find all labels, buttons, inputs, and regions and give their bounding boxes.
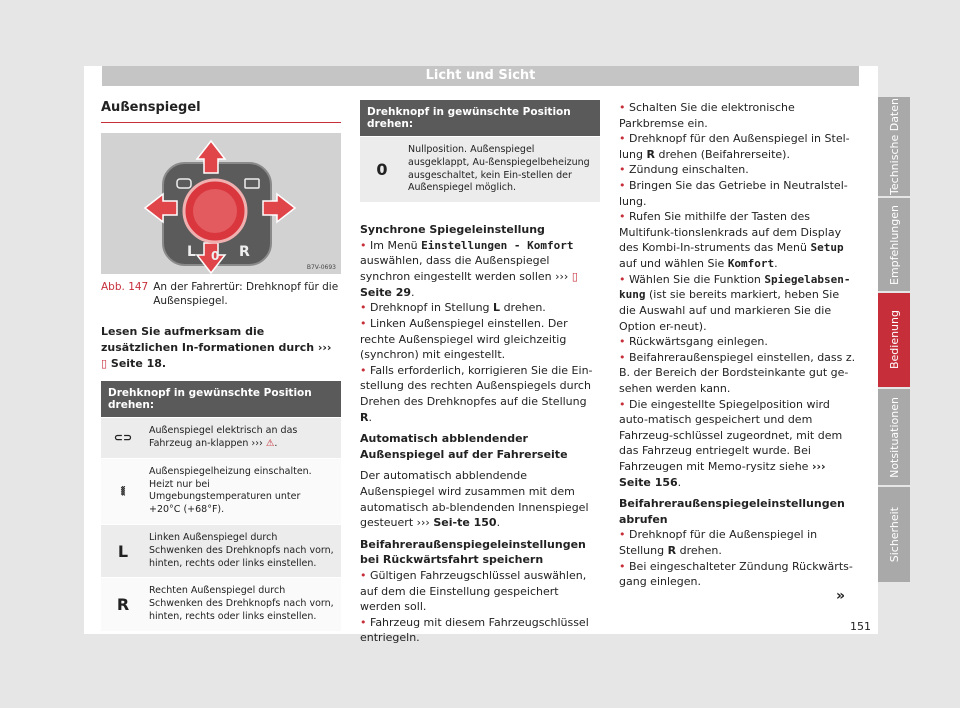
text: . — [411, 285, 415, 299]
symbol-l: L — [117, 541, 129, 561]
page-link[interactable]: Seite 29 — [360, 285, 412, 299]
knob-label-r: R — [239, 244, 250, 260]
tab-bedienung[interactable] — [878, 293, 910, 387]
text: drehen (Beifahrerseite). — [658, 147, 790, 161]
page-number: 151 — [850, 620, 871, 633]
text: Die eingestellte Spiegelposition wird auto-matisch gespeichert und dem Fahrzeug-schlüssel zugeordnet, mit dem das Fahrzeug entriegelt wurde. Bei Fahrzeugen mit Memo-rysitz siehe — [619, 397, 843, 474]
table-cell — [145, 418, 341, 458]
knob-label-zero: 0 — [211, 249, 220, 263]
mirror-knob-illustration — [101, 133, 341, 274]
text: Zündung einschalten. — [629, 163, 749, 177]
list-item: • Fahrzeug mit diesem Fahrzeugschlüssel entriegeln. — [360, 615, 589, 645]
table-cell: Linken Außenspiegel durch Schwenken des Drehknopfs nach vorn, hinten, rechts oder links einstellen. — [149, 531, 334, 569]
text: Drehknopf in Stellung — [370, 301, 490, 315]
list-item: • Falls erforderlich, korrigieren Sie die Ein-stellung des rechten Außenspiegels durch Drehen des Drehknopfes auf die Stellung R. — [360, 363, 593, 424]
table-knob-positions — [101, 381, 341, 631]
list-item: • Beifahreraußenspiegel einstellen, dass z. B. der Bereich der Bordsteinkante gut ge-sehen werden kann. — [619, 350, 856, 395]
row-end: . — [274, 437, 278, 449]
text: R — [667, 544, 677, 558]
tab-empfehlungen[interactable] — [878, 198, 910, 291]
table-cell: Nullposition. Außenspiegel ausgeklappt, Au-ßenspiegelbeheizung ausgeschaltet, kein Ein-stellen der Außenspiegel möglich. — [408, 144, 590, 194]
list-item: • Drehknopf in Stellung L drehen. — [360, 301, 546, 315]
tab-label: Technische Daten — [887, 98, 901, 195]
table-row — [360, 136, 600, 202]
intro-pre: Lesen Sie aufmerksam die zusätzlichen In-formationen durch ››› — [101, 325, 332, 354]
recall-title: Beifahreraußenspiegeleinstellungen abrufen — [619, 497, 845, 526]
knob-label-l: L — [187, 244, 196, 260]
text: Gültigen Fahrzeugschlüssel auswählen, auf dem die Einstellung gespeichert werden soll. — [360, 569, 587, 614]
page-link[interactable]: ››› Seite 156 — [619, 460, 826, 489]
tab-technische-daten[interactable] — [878, 97, 910, 196]
text: Drehknopf für den Außenspiegel in Stel-lung — [619, 132, 850, 161]
text: . — [368, 410, 372, 424]
list-item: • Bringen Sie das Getriebe in Neutralstel-lung. — [619, 179, 848, 208]
menu-name: Spiegelabsen-kung — [619, 272, 851, 302]
list-item: • Im Menü Einstellungen - Komfort auswählen, dass die Außenspiegel synchron eingestellt werden sollen ››› ▯ Seite 29. — [360, 238, 578, 299]
figure-caption — [101, 281, 341, 308]
text: . — [496, 516, 501, 530]
auto-title: Automatisch abblendender Außenspiegel auf der Fahrerseite — [360, 432, 568, 461]
column-1 — [101, 100, 341, 631]
text: drehen. — [503, 301, 546, 315]
paragraph — [360, 468, 600, 530]
list-item: • Die eingestellte Spiegelposition wird auto-matisch gespeichert und dem Fahrzeug-schlüssel zugeordnet, mit dem das Fahrzeug entriegelt wurde. Bei Fahrzeugen mit Memo-rysitz siehe ››› Seite 156. — [619, 397, 843, 489]
text: auswählen, dass die Außenspiegel synchron eingestellt werden sollen ››› — [360, 254, 569, 284]
menu-name: Komfort — [727, 257, 775, 271]
menu-name: Setup — [810, 241, 844, 255]
intro-text — [101, 324, 341, 371]
fold-mirror-icon: ⊂⊃ — [113, 431, 133, 445]
text: Bringen Sie das Getriebe in Neutralstel-lung. — [619, 179, 848, 208]
list-item: • Zündung einschalten. — [619, 163, 749, 177]
table-header: Drehknopf in gewünschte Position drehen: — [360, 100, 600, 136]
table-row — [101, 417, 341, 458]
text: R — [646, 147, 655, 161]
table-cell: Rechten Außenspiegel durch Schwenken des Drehknopfs nach vorn, hinten, rechts oder links einstellen. — [149, 585, 334, 623]
save-title: Beifahreraußenspiegeleinstellungen bei Rückwärtsfahrt speichern — [360, 537, 586, 567]
figure-code: B7V-0693 — [306, 264, 336, 271]
text: Linken Außenspiegel einstellen. Der rechte Außenspiegel wird gleichzeitig (synchron) mit eingestellt. — [360, 316, 568, 362]
text: (ist sie bereits markiert, heben Sie die Auswahl auf und markieren Sie die Option er-neut). — [619, 288, 840, 333]
table-cell: Außenspiegelheizung einschalten. Heizt nur bei Umgebungstemperaturen unter +20°C (+68°F). — [149, 465, 312, 516]
warning-icon: ⚠ — [265, 437, 275, 449]
list-item: • Wählen Sie die Funktion Spiegelabsen-kung (ist sie bereits markiert, heben Sie die Auswahl auf und markieren Sie die Option er-neut). — [619, 272, 851, 333]
list-item: • Linken Außenspiegel einstellen. Der rechte Außenspiegel wird gleichzeitig (synchron) mit eingestellt. — [360, 316, 568, 362]
list-item: • Drehknopf für den Außenspiegel in Stel-lung R drehen (Beifahrerseite). — [619, 132, 850, 161]
table-zero-position — [360, 100, 600, 202]
text: Bei eingeschalteter Zündung Rückwärts-gang einlegen. — [619, 559, 853, 589]
intro-end: . — [161, 356, 167, 370]
sync-section — [360, 222, 600, 646]
intro-link[interactable]: Seite 18 — [110, 356, 162, 370]
tab-label: Empfehlungen — [887, 204, 901, 285]
text: L — [493, 301, 501, 315]
column-2 — [360, 100, 600, 646]
tab-label: Sicherheit — [887, 506, 901, 563]
tab-label: Notsituationen — [887, 396, 901, 478]
text: Rufen Sie mithilfe der Tasten des Multifunk-tionslenkrads auf dem Display des Kombi-In-struments das Menü — [619, 210, 842, 255]
text: Schalten Sie die elektronische Parkbremse ein. — [619, 101, 795, 130]
caption-text: An der Fahrertür: Drehknopf für die Außenspiegel. — [153, 281, 339, 307]
text: . — [774, 257, 778, 271]
text: Fahrzeug mit diesem Fahrzeugschlüssel entriegeln. — [360, 615, 589, 645]
list-item: • Drehknopf für die Außenspiegel in Stellung R drehen. — [619, 528, 818, 558]
menu-name: Einstellungen - Komfort — [421, 238, 574, 252]
heating-icon: ⧛ — [120, 483, 126, 499]
book-icon: ▯ — [101, 356, 108, 370]
tab-notsituationen[interactable] — [878, 389, 910, 485]
text: Drehknopf für die Außenspiegel in Stellung — [619, 528, 818, 558]
caption-label: Abb. 147 — [101, 281, 149, 293]
book-icon: ▯ — [571, 270, 578, 284]
row-text: Außenspiegel elektrisch an das Fahrzeug an-klappen ››› — [149, 425, 298, 449]
text: Wählen Sie die Funktion — [629, 272, 761, 286]
list-item: • Rufen Sie mithilfe der Tasten des Multifunk-tionslenkrads auf dem Display des Kombi-In-struments das Menü Setup auf und wählen Sie Komfort. — [619, 210, 844, 271]
table-header: Drehknopf in gewünschte Position drehen: — [101, 381, 341, 417]
running-header: Licht und Sicht — [102, 66, 859, 86]
symbol-zero: 0 — [376, 160, 388, 180]
list-item: • Schalten Sie die elektronische Parkbremse ein. — [619, 101, 795, 130]
text: Beifahreraußenspiegel einstellen, dass z. B. der Bereich der Bordsteinkante gut ge-sehen werden kann. — [619, 350, 856, 395]
sync-title: Synchrone Spiegeleinstellung — [360, 223, 545, 237]
continue-icon: » — [836, 588, 846, 604]
table-row — [101, 577, 341, 630]
table-row — [101, 458, 341, 524]
list-item: • Bei eingeschalteter Zündung Rückwärts-gang einlegen. — [619, 559, 853, 589]
page-link[interactable]: Sei-te 150 — [433, 516, 497, 530]
tab-sicherheit[interactable] — [878, 487, 910, 582]
figure-mirror-knob — [101, 133, 341, 274]
text: Rückwärtsgang einlegen. — [629, 335, 768, 349]
symbol-r: R — [116, 595, 130, 615]
text: Falls erforderlich, korrigieren Sie die Ein-stellung des rechten Außenspiegels durch Drehen des Drehknopfes auf die Stellung — [360, 363, 593, 408]
tab-label: Bedienung — [887, 310, 901, 370]
text: drehen. — [679, 544, 722, 558]
list-item: • Gültigen Fahrzeugschlüssel auswählen, auf dem die Einstellung gespeichert werden soll. — [360, 569, 587, 614]
text: R — [360, 410, 369, 424]
list-item: • Rückwärtsgang einlegen. — [619, 335, 768, 349]
text: . — [677, 475, 682, 489]
section-title: Außenspiegel — [101, 100, 341, 123]
text: Der automatisch abblendende Außenspiegel wird zusammen mit dem automatisch ab-blendenden Innenspiegel gesteuert ››› — [360, 469, 589, 530]
column-3 — [619, 100, 859, 590]
table-row — [101, 524, 341, 577]
text: auf und wählen Sie — [619, 257, 725, 271]
text: Im Menü — [370, 238, 418, 252]
